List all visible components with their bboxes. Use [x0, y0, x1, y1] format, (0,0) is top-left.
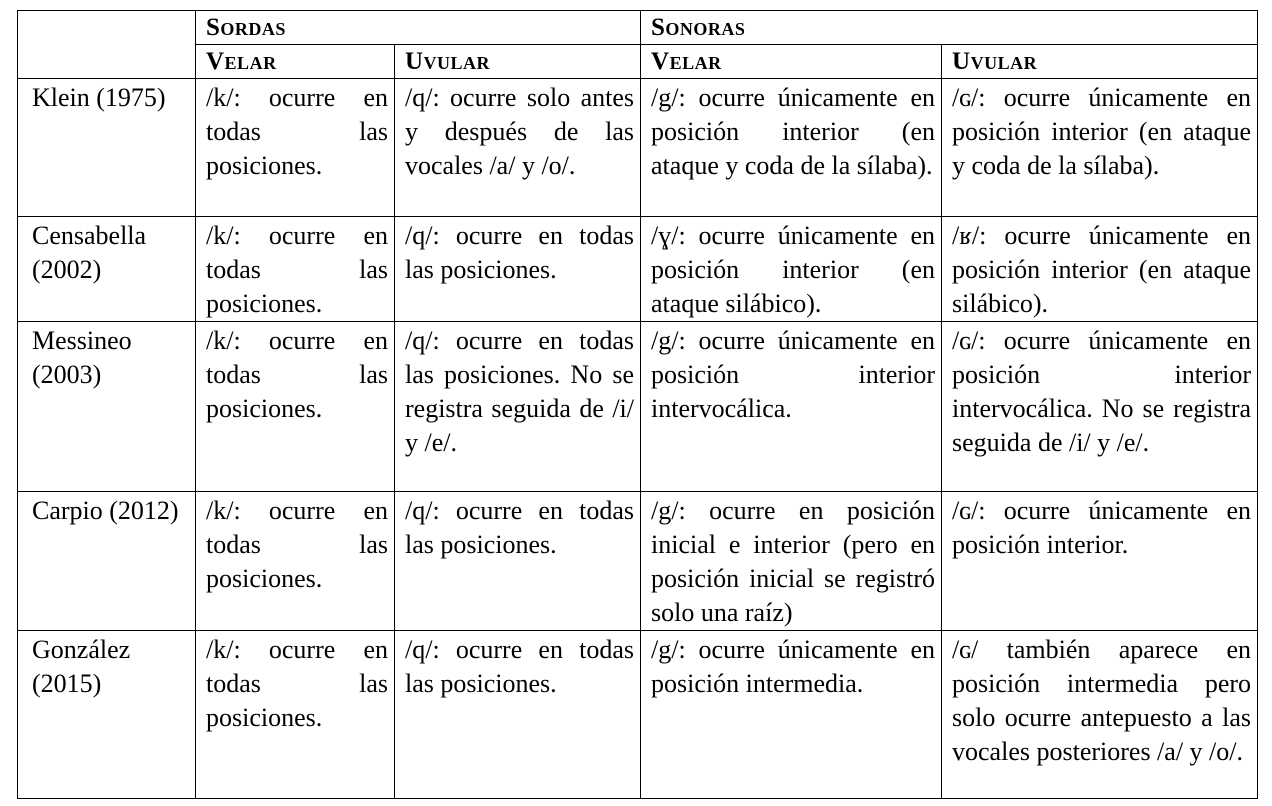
sordas-uvular-cell: /q/: ocurre en todas las posiciones. [395, 217, 641, 322]
sonoras-velar-cell: /g/: ocurre únicamente en posición interior intervocálica. [641, 322, 942, 492]
header-sordas: Sordas [196, 11, 641, 45]
sonoras-uvular-cell: /ɢ/: ocurre únicamente en posición interior. [942, 492, 1258, 631]
sordas-uvular-cell: /q/: ocurre solo antes y después de las vocales /a/ y /o/. [395, 79, 641, 217]
sordas-uvular-cell: /q/: ocurre en todas las posiciones. [395, 631, 641, 799]
table-row [18, 631, 1258, 799]
corner-cell [18, 11, 196, 79]
sordas-velar-cell: /k/: ocurre en todas las posiciones. [196, 631, 395, 799]
table-row [18, 217, 1258, 322]
author-cell: Klein (1975) [18, 79, 196, 217]
sonoras-uvular-cell: /ɢ/: ocurre únicamente en posición interior intervocálica. No se registra seguida de /i/ y /e/. [942, 322, 1258, 492]
sonoras-uvular-cell: /ɢ/: ocurre únicamente en posición interior (en ataque y coda de la sílaba). [942, 79, 1258, 217]
header-row-groups [18, 11, 1258, 45]
header-sonoras-uvular: Uvular [942, 45, 1258, 79]
phoneme-comparison-table [17, 10, 1258, 799]
sonoras-uvular-cell: /ɢ/ también aparece en posición intermedia pero solo ocurre antepuesto a las vocales posteriores /a/ y /o/. [942, 631, 1258, 799]
sonoras-velar-cell: /ɣ/: ocurre únicamente en posición interior (en ataque silábico). [641, 217, 942, 322]
header-sonoras: Sonoras [641, 11, 1258, 45]
author-cell: Messineo (2003) [18, 322, 196, 492]
header-row-places [18, 45, 1258, 79]
sordas-uvular-cell: /q/: ocurre en todas las posiciones. [395, 492, 641, 631]
table-row [18, 492, 1258, 631]
header-sordas-velar: Velar [196, 45, 395, 79]
sonoras-uvular-cell: /ʁ/: ocurre únicamente en posición interior (en ataque silábico). [942, 217, 1258, 322]
header-sordas-uvular: Uvular [395, 45, 641, 79]
sordas-velar-cell: /k/: ocurre en todas las posiciones. [196, 492, 395, 631]
sonoras-velar-cell: /g/: ocurre únicamente en posición interior (en ataque y coda de la sílaba). [641, 79, 942, 217]
sordas-velar-cell: /k/: ocurre en todas las posiciones. [196, 217, 395, 322]
sordas-velar-cell: /k/: ocurre en todas las posiciones. [196, 79, 395, 217]
sordas-uvular-cell: /q/: ocurre en todas las posiciones. No se registra seguida de /i/ y /e/. [395, 322, 641, 492]
table-row [18, 322, 1258, 492]
author-cell: González (2015) [18, 631, 196, 799]
sordas-velar-cell: /k/: ocurre en todas las posiciones. [196, 322, 395, 492]
sonoras-velar-cell: /g/: ocurre únicamente en posición intermedia. [641, 631, 942, 799]
sonoras-velar-cell: /g/: ocurre en posición inicial e interior (pero en posición inicial se registró solo una raíz) [641, 492, 942, 631]
header-sonoras-velar: Velar [641, 45, 942, 79]
author-cell: Carpio (2012) [18, 492, 196, 631]
table-row [18, 79, 1258, 217]
author-cell: Censabella (2002) [18, 217, 196, 322]
